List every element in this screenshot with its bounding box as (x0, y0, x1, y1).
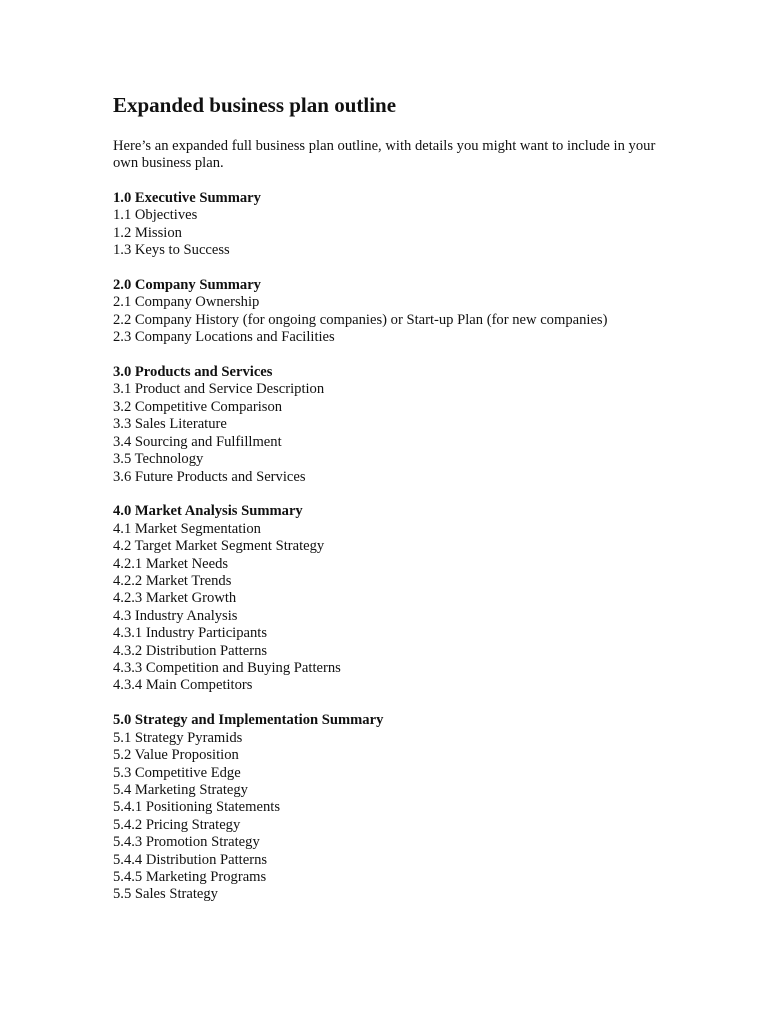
list-item: 4.1 Market Segmentation (113, 520, 261, 537)
list-item: 5.4.1 Positioning Statements (113, 799, 281, 816)
list-item: 3.2 Competitive Comparison (113, 398, 283, 415)
section-heading: 5.0 Strategy and Implementation Summary (113, 712, 384, 729)
list-item: 1.3 Keys to Success (113, 242, 230, 259)
section-heading: 2.0 Company Summary (113, 276, 261, 293)
list-item: 4.2 Target Market Segment Strategy (113, 538, 325, 555)
list-item: 4.3.4 Main Competitors (113, 677, 253, 694)
section-item-list (113, 207, 668, 259)
list-item: 5.4.4 Distribution Patterns (113, 851, 268, 868)
section-market-analysis-summary (113, 503, 668, 694)
list-item: 4.3.2 Distribution Patterns (113, 642, 268, 659)
list-item: 4.3.1 Industry Participants (113, 625, 268, 642)
list-item: 5.4.2 Pricing Strategy (113, 816, 241, 833)
list-item: 5.2 Value Proposition (113, 747, 239, 764)
list-item: 4.3.3 Competition and Buying Patterns (113, 660, 341, 677)
list-item: 5.3 Competitive Edge (113, 764, 241, 781)
section-item-list (113, 521, 668, 695)
list-item: 2.3 Company Locations and Facilities (113, 329, 335, 346)
list-item: 3.5 Technology (113, 451, 204, 468)
section-heading: 4.0 Market Analysis Summary (113, 503, 303, 520)
section-item-list (113, 294, 668, 346)
list-item: 1.2 Mission (113, 224, 182, 241)
list-item: 4.2.1 Market Needs (113, 555, 229, 572)
list-item: 2.1 Company Ownership (113, 294, 260, 311)
list-item: 5.1 Strategy Pyramids (113, 729, 243, 746)
list-item: 4.2.2 Market Trends (113, 573, 232, 590)
section-executive-summary (113, 190, 668, 260)
list-item: 4.2.3 Market Growth (113, 590, 237, 607)
list-item: 5.4.3 Promotion Strategy (113, 834, 260, 851)
section-item-list (113, 381, 668, 485)
intro-paragraph: Here’s an expanded full business plan outline, with details you might want to include in your own business plan. (113, 138, 656, 172)
list-item: 3.1 Product and Service Description (113, 381, 325, 398)
section-heading: 1.0 Executive Summary (113, 189, 261, 206)
section-item-list (113, 730, 668, 904)
list-item: 3.6 Future Products and Services (113, 468, 306, 485)
document-title: Expanded business plan outline (113, 93, 397, 117)
list-item: 5.4.5 Marketing Programs (113, 869, 267, 886)
section-strategy-and-implementation-summary (113, 712, 668, 903)
list-item: 1.1 Objectives (113, 207, 198, 224)
list-item: 5.5 Sales Strategy (113, 886, 218, 903)
section-company-summary (113, 277, 668, 347)
section-heading: 3.0 Products and Services (113, 364, 273, 381)
list-item: 3.3 Sales Literature (113, 416, 227, 433)
list-item: 5.4 Marketing Strategy (113, 782, 248, 798)
list-item: 3.4 Sourcing and Fulfillment (113, 433, 282, 450)
list-item: 4.3 Industry Analysis (113, 607, 238, 624)
section-products-and-services (113, 364, 668, 486)
list-item: 2.2 Company History (for ongoing companies) or Start-up Plan (for new companies) (113, 311, 608, 328)
